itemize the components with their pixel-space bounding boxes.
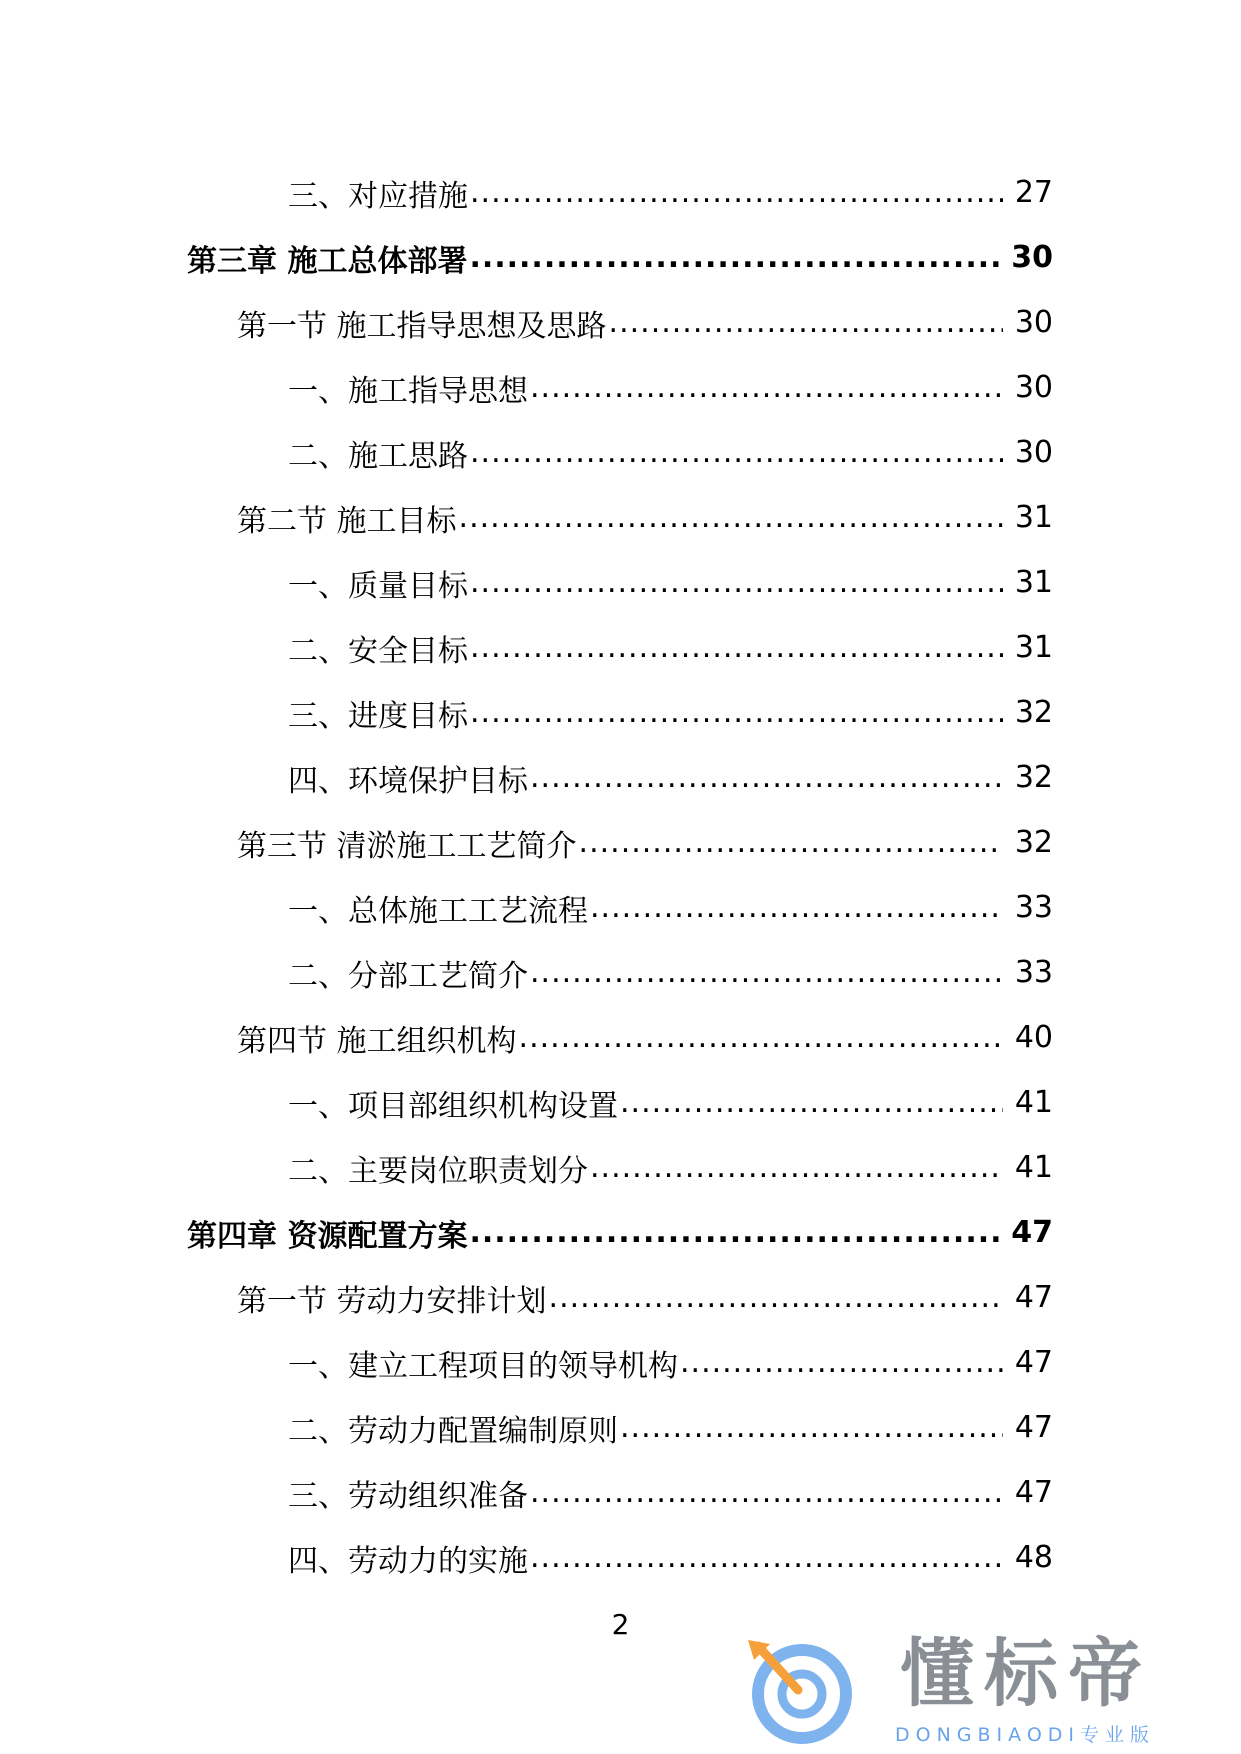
toc-dot-leader bbox=[469, 1215, 1003, 1250]
toc-dot-leader bbox=[590, 1150, 1003, 1185]
toc-entry-page: 30 bbox=[1014, 435, 1053, 470]
toc-dot-leader bbox=[519, 1020, 1003, 1055]
toc-dot-leader bbox=[620, 1085, 1003, 1120]
toc-subsection-entry[interactable] bbox=[0, 1395, 1241, 1460]
toc-entry-title: 四、环境保护目标 bbox=[288, 763, 528, 799]
toc-dot-leader bbox=[470, 695, 1003, 730]
toc-dot-leader bbox=[470, 630, 1003, 665]
watermark-brand: 懂标帝 bbox=[900, 1631, 1152, 1717]
toc-entry-page: 47 bbox=[1011, 1215, 1053, 1250]
toc-subsection-entry[interactable] bbox=[0, 875, 1241, 940]
toc-entry-page: 47 bbox=[1014, 1280, 1053, 1315]
toc-entry-page: 31 bbox=[1014, 500, 1053, 535]
toc-subsection-entry[interactable] bbox=[0, 1525, 1241, 1590]
toc-section-entry[interactable] bbox=[0, 1265, 1241, 1330]
toc-entry-page: 33 bbox=[1014, 890, 1053, 925]
toc-entry-title: 第二节 施工目标 bbox=[237, 503, 457, 539]
watermark-logo bbox=[740, 1630, 1230, 1750]
toc-entry-title: 第三节 清淤施工工艺简介 bbox=[237, 828, 577, 864]
toc-dot-leader bbox=[530, 1475, 1003, 1510]
toc-entry-page: 30 bbox=[1011, 240, 1053, 275]
toc-entry-page: 30 bbox=[1014, 370, 1053, 405]
toc-entry-page: 30 bbox=[1014, 305, 1053, 340]
toc-entry-page: 32 bbox=[1014, 825, 1053, 860]
toc-entry-page: 33 bbox=[1014, 955, 1053, 990]
toc-entry-title: 一、总体施工工艺流程 bbox=[288, 893, 588, 929]
toc-dot-leader bbox=[459, 500, 1003, 535]
toc-entry-page: 27 bbox=[1014, 175, 1053, 210]
toc-entry-title: 二、施工思路 bbox=[288, 438, 468, 474]
toc-entry-title: 第一节 施工指导思想及思路 bbox=[237, 308, 607, 344]
toc-subsection-entry[interactable] bbox=[0, 1135, 1241, 1200]
toc-subsection-entry[interactable] bbox=[0, 1330, 1241, 1395]
toc-entry-title: 一、建立工程项目的领导机构 bbox=[288, 1348, 678, 1384]
toc-entry-title: 第四章 资源配置方案 bbox=[187, 1218, 468, 1254]
toc-subsection-entry[interactable] bbox=[0, 940, 1241, 1005]
toc-entry-title: 第四节 施工组织机构 bbox=[237, 1023, 517, 1059]
toc-section-entry[interactable] bbox=[0, 485, 1241, 550]
toc-entry-page: 41 bbox=[1014, 1150, 1053, 1185]
toc-entry-page: 47 bbox=[1014, 1345, 1053, 1380]
toc-entry-title: 二、主要岗位职责划分 bbox=[288, 1153, 588, 1189]
toc-subsection-entry[interactable] bbox=[0, 745, 1241, 810]
toc-entry-page: 47 bbox=[1014, 1410, 1053, 1445]
toc-entry-title: 一、质量目标 bbox=[288, 568, 468, 604]
toc-entry-title: 一、项目部组织机构设置 bbox=[288, 1088, 618, 1124]
toc-entry-title: 一、施工指导思想 bbox=[288, 373, 528, 409]
watermark-subtitle: DONGBIAODI专业版 bbox=[895, 1724, 1156, 1746]
toc-dot-leader bbox=[620, 1410, 1003, 1445]
toc-entry-page: 31 bbox=[1014, 565, 1053, 600]
toc-entry-page: 32 bbox=[1014, 760, 1053, 795]
toc-dot-leader bbox=[470, 175, 1003, 210]
toc-dot-leader bbox=[609, 305, 1003, 340]
toc-entry-page: 32 bbox=[1014, 695, 1053, 730]
toc-dot-leader bbox=[470, 565, 1003, 600]
toc-entry-title: 二、劳动力配置编制原则 bbox=[288, 1413, 618, 1449]
toc-section-entry[interactable] bbox=[0, 1005, 1241, 1070]
toc-dot-leader bbox=[530, 955, 1003, 990]
toc-entry-page: 47 bbox=[1014, 1475, 1053, 1510]
table-of-contents bbox=[0, 160, 1241, 1590]
toc-dot-leader bbox=[579, 825, 1003, 860]
toc-dot-leader bbox=[530, 760, 1003, 795]
toc-dot-leader bbox=[470, 435, 1003, 470]
toc-entry-title: 四、劳动力的实施 bbox=[288, 1543, 528, 1579]
toc-dot-leader bbox=[590, 890, 1003, 925]
toc-dot-leader bbox=[530, 1540, 1003, 1575]
page-number: 2 bbox=[611, 1608, 630, 1641]
toc-subsection-entry[interactable] bbox=[0, 420, 1241, 485]
toc-dot-leader bbox=[680, 1345, 1003, 1380]
toc-subsection-entry[interactable] bbox=[0, 355, 1241, 420]
toc-subsection-entry[interactable] bbox=[0, 615, 1241, 680]
toc-subsection-entry[interactable] bbox=[0, 1460, 1241, 1525]
toc-entry-page: 41 bbox=[1014, 1085, 1053, 1120]
toc-entry-title: 第一节 劳动力安排计划 bbox=[237, 1283, 547, 1319]
toc-entry-title: 三、劳动组织准备 bbox=[288, 1478, 528, 1514]
toc-chapter-entry[interactable] bbox=[0, 225, 1241, 290]
toc-subsection-entry[interactable] bbox=[0, 160, 1241, 225]
toc-entry-page: 40 bbox=[1014, 1020, 1053, 1055]
toc-entry-title: 二、安全目标 bbox=[288, 633, 468, 669]
toc-entry-page: 31 bbox=[1014, 630, 1053, 665]
toc-dot-leader bbox=[469, 240, 1003, 275]
toc-subsection-entry[interactable] bbox=[0, 1070, 1241, 1135]
toc-section-entry[interactable] bbox=[0, 290, 1241, 355]
toc-entry-title: 三、对应措施 bbox=[288, 178, 468, 214]
toc-entry-page: 48 bbox=[1014, 1540, 1053, 1575]
toc-entry-title: 二、分部工艺简介 bbox=[288, 958, 528, 994]
toc-dot-leader bbox=[530, 370, 1003, 405]
toc-subsection-entry[interactable] bbox=[0, 680, 1241, 745]
toc-dot-leader bbox=[549, 1280, 1003, 1315]
toc-entry-title: 三、进度目标 bbox=[288, 698, 468, 734]
toc-chapter-entry[interactable] bbox=[0, 1200, 1241, 1265]
toc-entry-title: 第三章 施工总体部署 bbox=[187, 243, 468, 279]
toc-section-entry[interactable] bbox=[0, 810, 1241, 875]
toc-subsection-entry[interactable] bbox=[0, 550, 1241, 615]
target-arrow-icon bbox=[744, 1634, 854, 1744]
